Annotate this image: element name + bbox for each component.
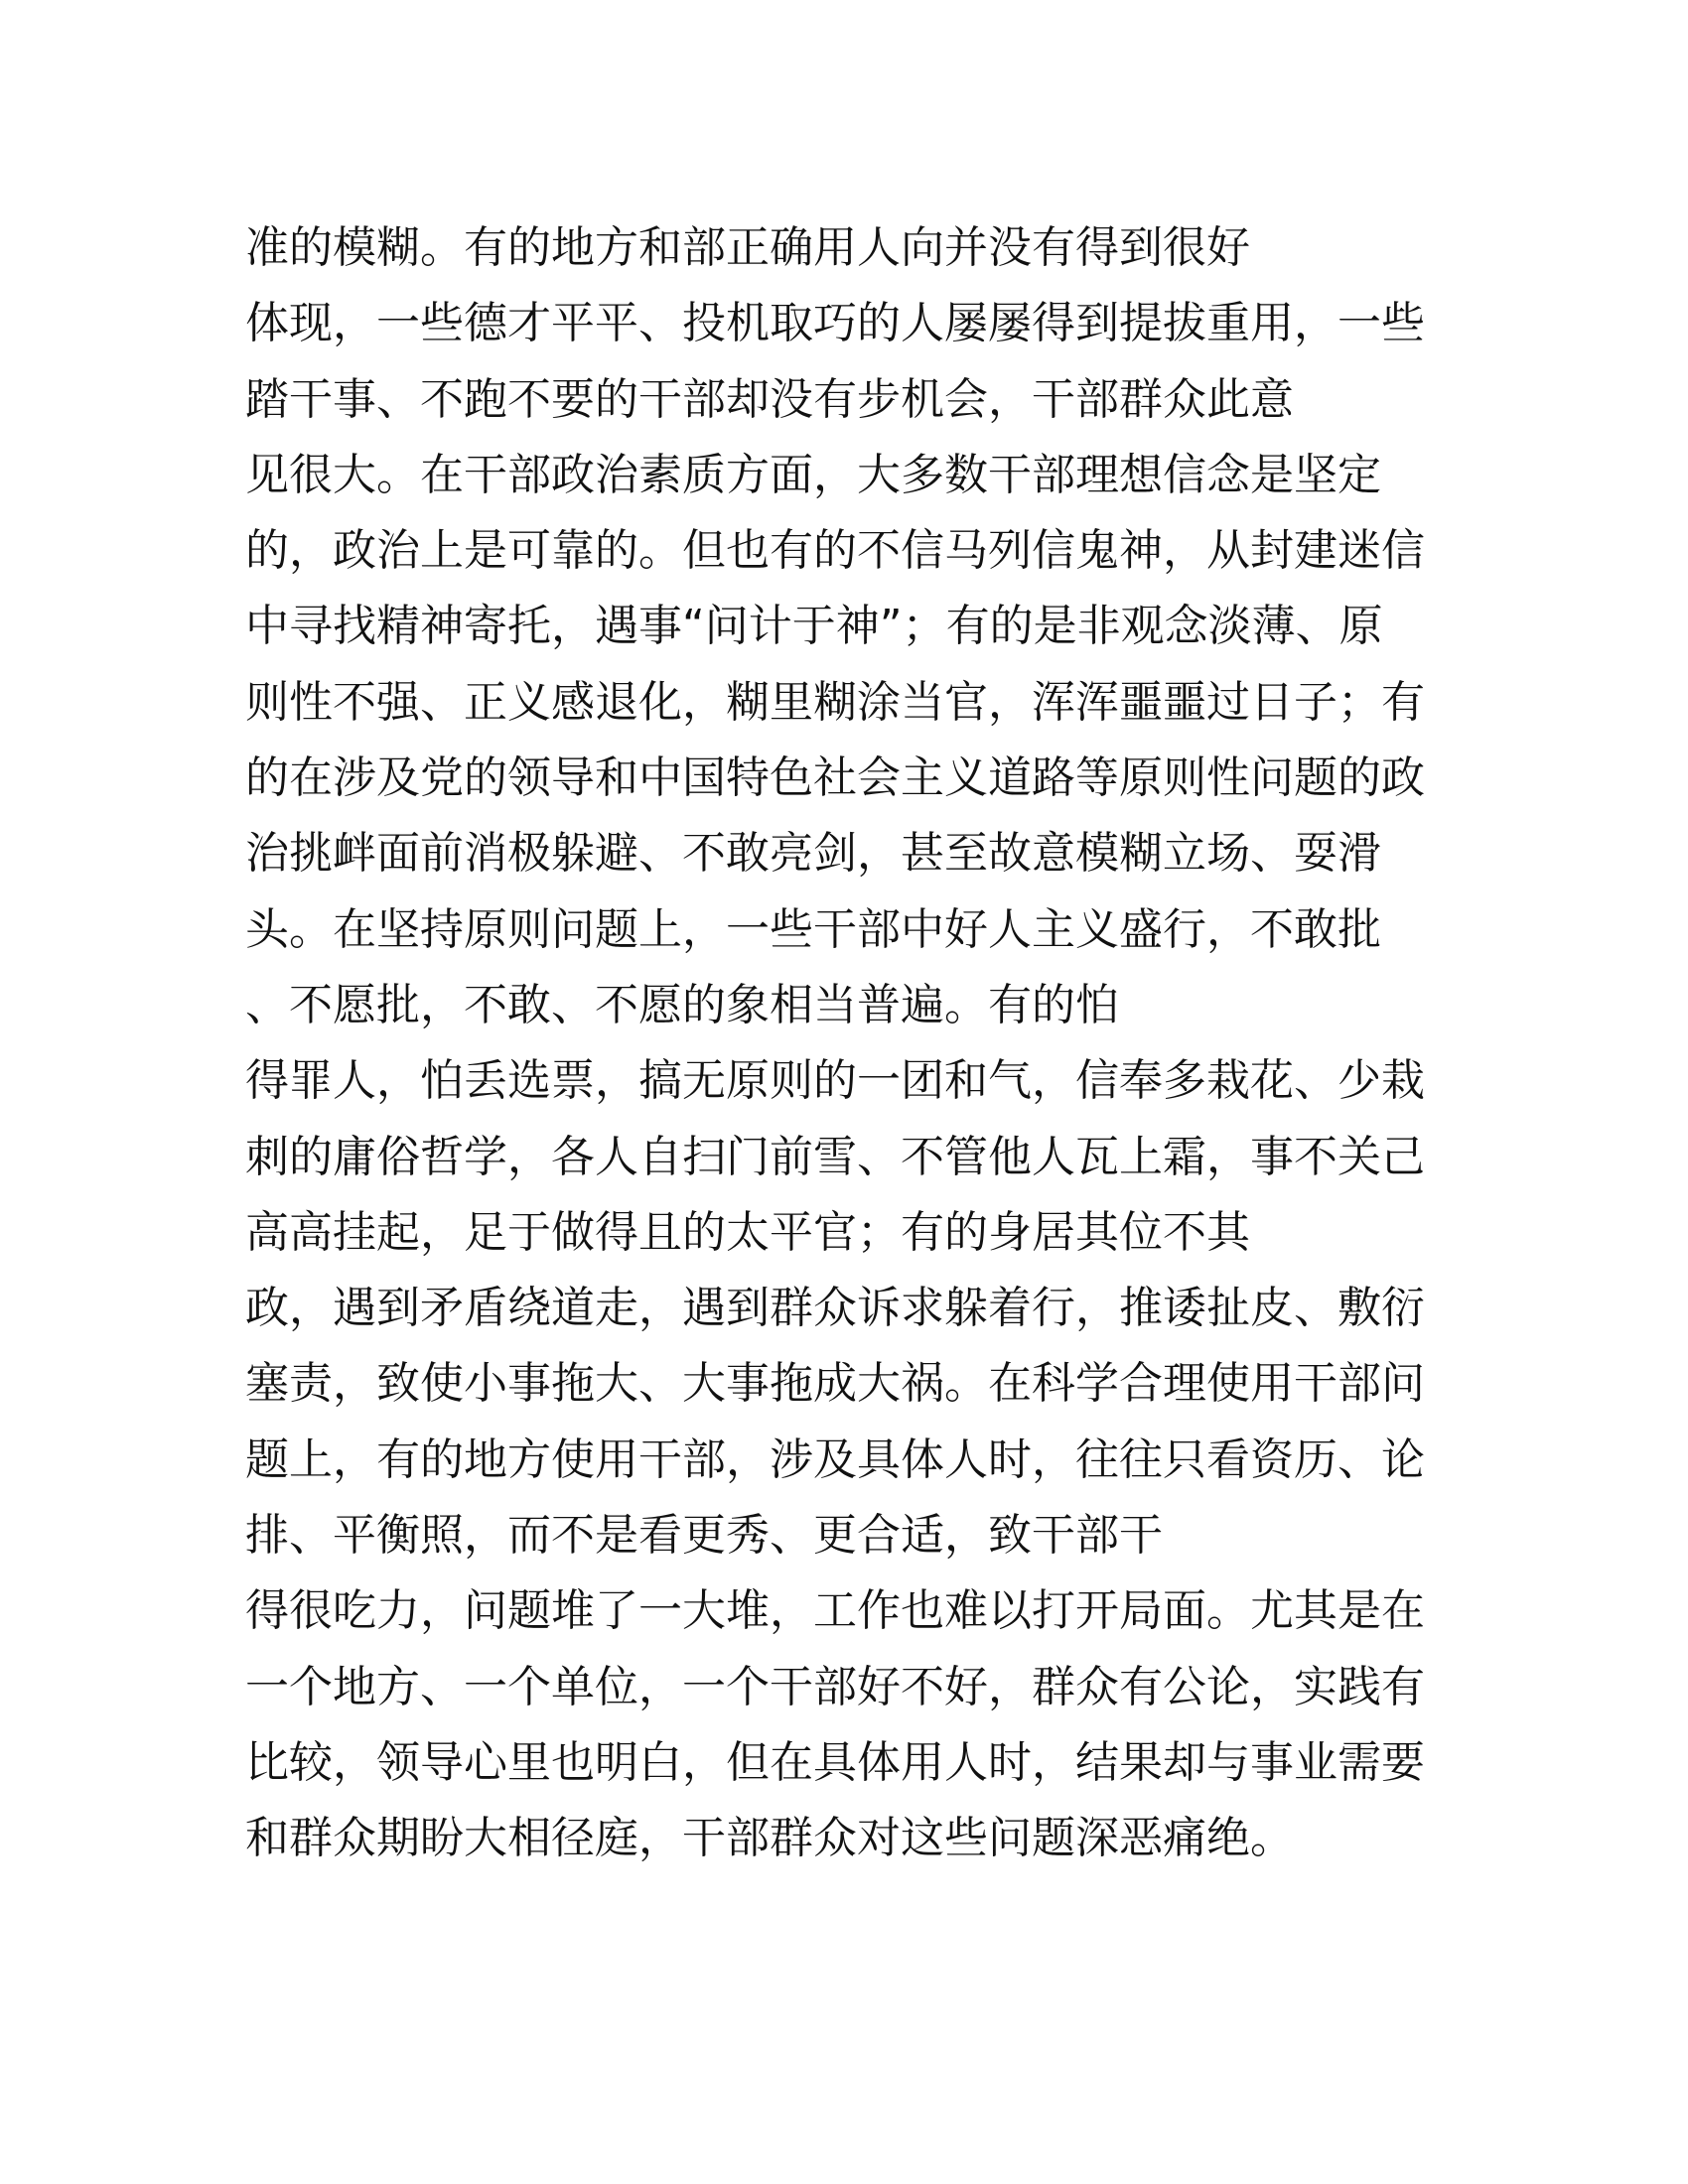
text-line: 题上，有的地方使用干部，涉及具体人时，往往只看资历、论 xyxy=(245,1433,1425,1485)
text-line: 则性不强、正义感退化，糊里糊涂当官，浑浑噩噩过日子；有 xyxy=(245,676,1425,728)
text-line: 得罪人，怕丢选票，搞无原则的一团和气，信奉多栽花、少栽 xyxy=(245,1055,1425,1107)
text-line: 比较，领导心里也明白，但在具体用人时，结果却与事业需要 xyxy=(245,1736,1425,1788)
text-line: 体现，一些德才平平、投机取巧的人屡屡得到提拔重用，一些 xyxy=(245,298,1425,349)
body-text xyxy=(245,210,1447,1877)
text-line: 和群众期盼大相径庭，干部群众对这些问题深恶痛绝。 xyxy=(245,1813,1294,1864)
text-line: 治挑衅面前消极躲避、不敢亮剑，甚至故意模糊立场、耍滑 xyxy=(245,828,1381,880)
text-line: 准的模糊。有的地方和部正确用人向并没有得到很好 xyxy=(245,222,1250,273)
text-line: 排、平衡照，而不是看更秀、更合适，致干部干 xyxy=(245,1510,1163,1562)
text-line: 中寻找精神寄托，遇事“问计于神”；有的是非观念淡薄、原 xyxy=(245,601,1383,652)
text-line: 得很吃力，问题堆了一大堆，工作也难以打开局面。尤其是在 xyxy=(245,1585,1425,1637)
text-line: 踏干事、不跑不要的干部却没有步机会，干部群众此意 xyxy=(245,373,1294,425)
text-line: 的，政治上是可靠的。但也有的不信马列信鬼神，从封建迷信 xyxy=(245,525,1425,577)
text-line: 政，遇到矛盾绕道走，遇到群众诉求躲着行，推诿扯皮、敷衍 xyxy=(245,1283,1425,1334)
text-line: 塞责，致使小事拖大、大事拖成大祸。在科学合理使用干部问 xyxy=(245,1358,1425,1410)
text-line: 头。在坚持原则问题上，一些干部中好人主义盛行，不敢批 xyxy=(245,903,1381,955)
text-line: 高高挂起，足于做得且的太平官；有的身居其位不其 xyxy=(245,1206,1250,1258)
text-line: 一个地方、一个单位，一个干部好不好，群众有公论，实践有 xyxy=(245,1661,1425,1712)
text-line: 刺的庸俗哲学，各人自扫门前雪、不管他人瓦上霜，事不关己 xyxy=(245,1131,1425,1182)
text-line: 见很大。在干部政治素质方面，大多数干部理想信念是坚定 xyxy=(245,449,1381,500)
text-line: 的在涉及党的领导和中国特色社会主义道路等原则性问题的政 xyxy=(245,752,1425,804)
text-line: 、不愿批，不敢、不愿的象相当普遍。有的怕 xyxy=(245,979,1119,1030)
